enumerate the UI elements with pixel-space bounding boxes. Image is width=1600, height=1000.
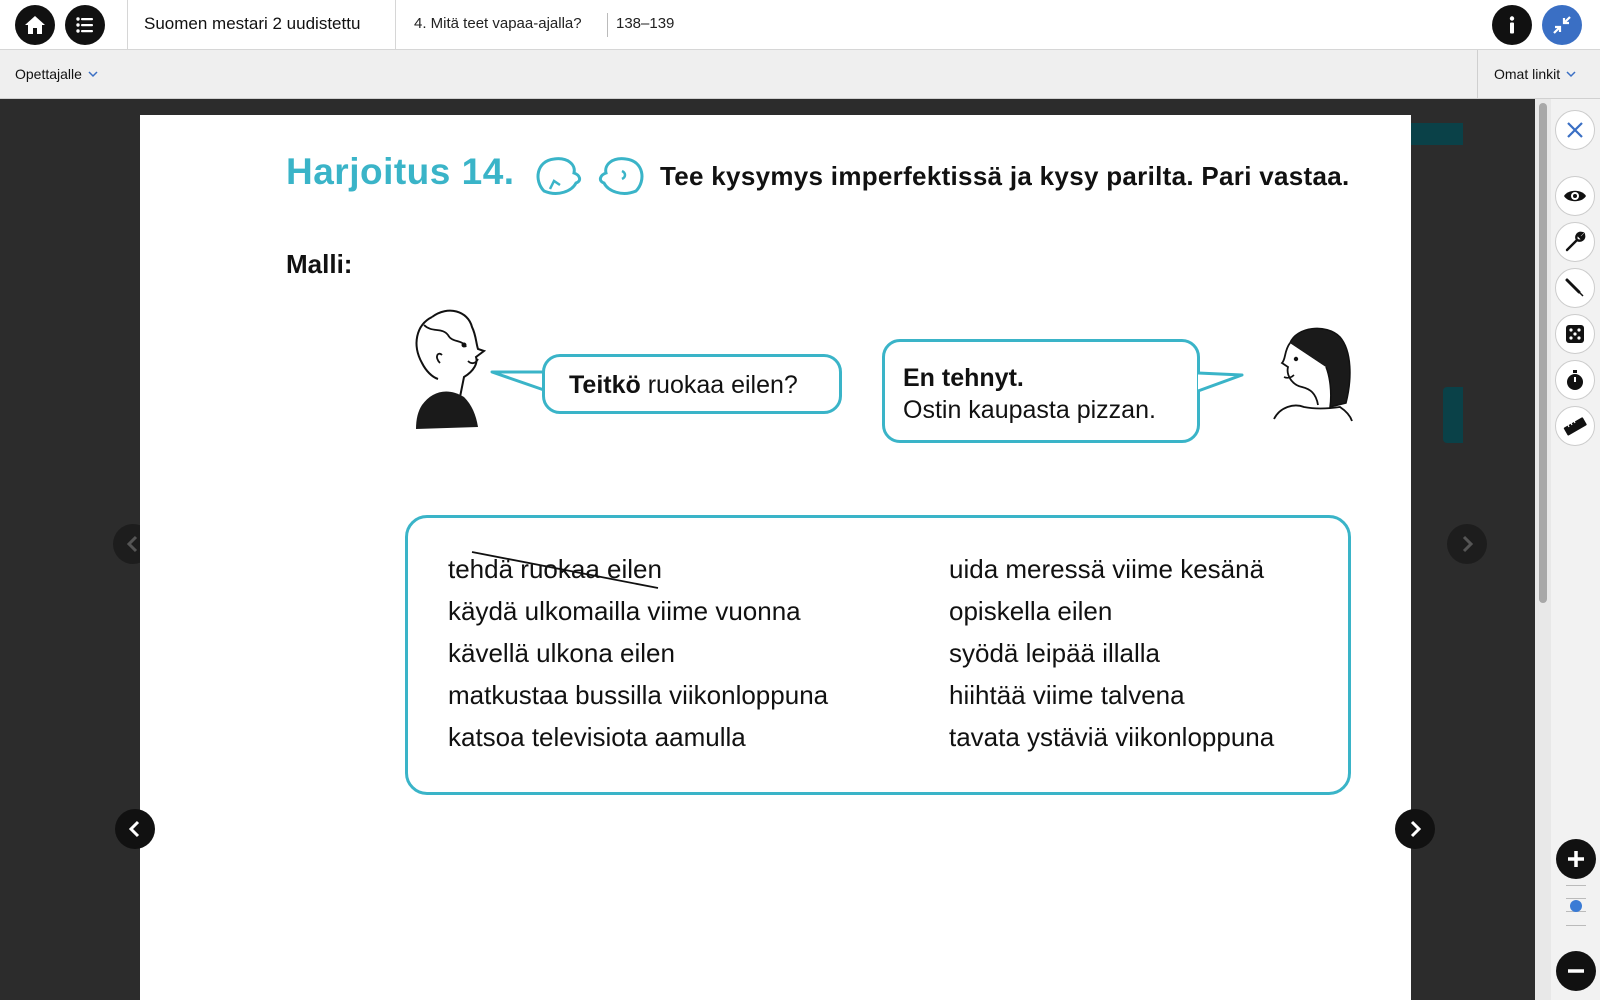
stopwatch-icon (1563, 368, 1587, 392)
eye-icon (1563, 184, 1587, 208)
phrase-right-4: hiihtää viime talvena (949, 680, 1185, 710)
exercise-title: Harjoitus 14. (286, 151, 515, 192)
book-page (140, 115, 1411, 1000)
divider (607, 13, 608, 37)
phrase-right-5: tavata ystäviä viikonloppuna (949, 722, 1275, 752)
model-label: Malli: (286, 249, 353, 279)
dice-icon (1563, 322, 1587, 346)
question-verb: Teitkö (569, 371, 641, 399)
wrench-icon (1563, 230, 1587, 254)
pen-icon (1563, 276, 1587, 300)
top-bar (0, 0, 1600, 50)
next-spread-arrow[interactable] (1447, 524, 1487, 564)
zoom-slider-handle[interactable] (1570, 900, 1582, 912)
answer-line-1: En tehnyt. (903, 364, 1024, 392)
phrase-right-2: opiskella eilen (949, 596, 1113, 626)
zoom-out-button[interactable] (1556, 951, 1596, 991)
zoom-tick (1566, 925, 1586, 926)
close-tools-button[interactable] (1555, 110, 1595, 150)
own-links-label: Omat linkit (1494, 66, 1561, 82)
answer-line-2: Ostin kaupasta pizzan. (903, 396, 1156, 424)
phrase-left-2: käydä ulkomailla viime vuonna (448, 596, 801, 626)
divider (1477, 50, 1478, 99)
previous-page-button[interactable] (115, 809, 155, 849)
scrollbar-thumb[interactable] (1539, 103, 1547, 603)
own-links-dropdown[interactable] (1494, 66, 1576, 82)
next-page-edge (1443, 387, 1463, 443)
pen-tool-button[interactable] (1555, 268, 1595, 308)
vertical-scrollbar[interactable] (1535, 99, 1551, 1000)
eye-tool-button[interactable] (1555, 176, 1595, 216)
teacher-menu-label: Opettajalle (15, 66, 82, 82)
dice-tool-button[interactable] (1555, 314, 1595, 354)
phrase-left-3: kävellä ulkona eilen (448, 638, 675, 668)
plus-icon (1565, 848, 1587, 870)
strikethrough-mark (470, 548, 660, 594)
phrase-left-5: katsoa televisiota aamulla (448, 722, 746, 752)
phrase-left-1: tehdä ruokaa eilen (448, 554, 662, 584)
teacher-menu-dropdown[interactable] (15, 66, 98, 82)
home-icon (23, 13, 47, 37)
exercise-instruction: Tee kysymys imperfektissä ja kysy parilta. Pari vastaa. (660, 161, 1350, 191)
tool-panel (1551, 99, 1600, 1000)
phrase-list-box (405, 515, 1351, 795)
speech-bubble-tail (490, 368, 548, 394)
next-page-edge (1411, 123, 1463, 145)
zoom-tick (1566, 898, 1586, 899)
next-page-button[interactable] (1395, 809, 1435, 849)
close-icon (1563, 118, 1587, 142)
chapter-title[interactable]: 4. Mitä teet vapaa-ajalla? (414, 15, 582, 32)
ruler-tool-button[interactable] (1555, 406, 1595, 446)
divider (127, 0, 128, 50)
question-speech-bubble (542, 354, 842, 414)
collapse-arrows-icon (1550, 13, 1574, 37)
phrase-right-1: uida meressä viime kesänä (949, 554, 1265, 584)
stopwatch-tool-button[interactable] (1555, 360, 1595, 400)
ruler-icon (1563, 414, 1587, 438)
speech-bubble-tail (1196, 367, 1246, 395)
wrench-tool-button[interactable] (1555, 222, 1595, 262)
home-button[interactable] (15, 5, 55, 45)
chevron-left-icon (125, 819, 145, 839)
table-of-contents-button[interactable] (65, 5, 105, 45)
page-numbers: 138–139 (616, 15, 675, 32)
chevron-down-icon (1566, 69, 1576, 79)
book-title[interactable]: Suomen mestari 2 uudistettu (144, 14, 361, 33)
pair-talk-icon (532, 151, 648, 201)
phrase-right-3: syödä leipää illalla (949, 638, 1161, 668)
info-icon (1500, 13, 1524, 37)
info-button[interactable] (1492, 5, 1532, 45)
chevron-down-icon (88, 69, 98, 79)
page-viewer (0, 99, 1535, 1000)
question-rest: ruokaa eilen? (640, 371, 798, 399)
secondary-toolbar (0, 50, 1600, 99)
collapse-button[interactable] (1542, 5, 1582, 45)
divider (395, 0, 396, 50)
minus-icon (1565, 960, 1587, 982)
boy-illustration (402, 305, 492, 431)
zoom-tick (1566, 885, 1586, 886)
list-icon (73, 13, 97, 37)
zoom-in-button[interactable] (1556, 839, 1596, 879)
answer-speech-bubble (882, 339, 1200, 443)
phrase-left-4: matkustaa bussilla viikonloppuna (448, 680, 829, 710)
chevron-right-icon (1457, 534, 1477, 554)
chevron-right-icon (1405, 819, 1425, 839)
girl-illustration (1270, 323, 1354, 423)
